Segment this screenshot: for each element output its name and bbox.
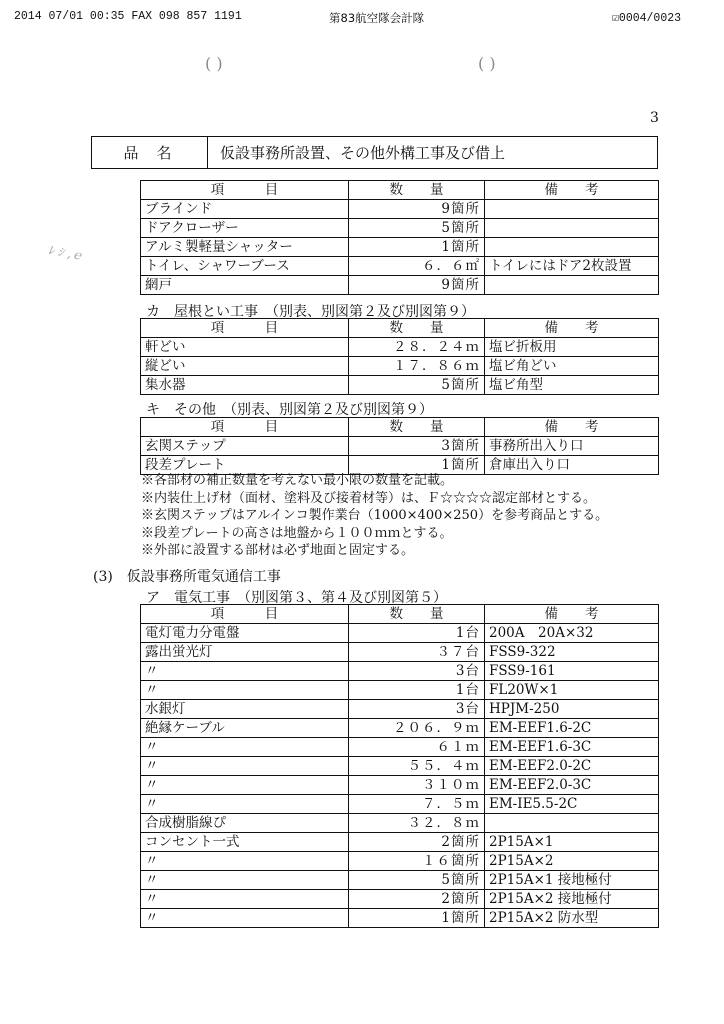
gutter-table [140, 318, 659, 395]
item-cell: 〃 [141, 681, 349, 700]
item-cell: 水銀灯 [141, 700, 349, 719]
remarks-cell: 2P15A×2 接地極付 [485, 890, 659, 909]
column-header: 備 考 [485, 418, 659, 437]
remarks-cell: FSS9-161 [485, 662, 659, 681]
table-row [141, 662, 659, 681]
note-line: ※外部に設置する部材は必ず地面と固定する。 [141, 543, 415, 558]
quantity-cell: １７．８６ｍ [349, 357, 485, 376]
table-row [141, 357, 659, 376]
item-name-box [91, 136, 658, 169]
column-header: 項 目 [141, 181, 349, 200]
remarks-cell: 2P15A×2 防水型 [485, 909, 659, 928]
item-cell: 〃 [141, 795, 349, 814]
remarks-cell: FSS9-322 [485, 643, 659, 662]
quantity-cell: 1箇所 [349, 238, 485, 257]
item-cell: コンセント一式 [141, 833, 349, 852]
remarks-cell [485, 276, 659, 295]
table-row [141, 437, 659, 456]
quantity-cell: 1台 [349, 624, 485, 643]
note-line: ※内装仕上げ材（面材、塗料及び接着材等）は、Ｆ☆☆☆☆認定部材とする。 [141, 490, 597, 506]
remarks-cell: トイレにはドア2枚設置 [485, 257, 659, 276]
quantity-cell: ５５．４ｍ [349, 757, 485, 776]
column-header: 備 考 [485, 605, 659, 624]
quantity-cell: 9箇所 [349, 276, 485, 295]
column-header: 数 量 [349, 181, 485, 200]
remarks-cell: 倉庫出入り口 [485, 456, 659, 475]
item-cell: 電灯電力分電盤 [141, 624, 349, 643]
quantity-cell: 3箇所 [349, 437, 485, 456]
column-header: 数 量 [349, 319, 485, 338]
item-cell: 縦どい [141, 357, 349, 376]
remarks-cell [485, 238, 659, 257]
column-header: 備 考 [485, 181, 659, 200]
column-header: 数 量 [349, 418, 485, 437]
item-cell: 玄関ステップ [141, 437, 349, 456]
item-cell: ブラインド [141, 200, 349, 219]
handwritten-note: ﾚ ｼ ,ｅ [46, 243, 85, 263]
column-header: 数 量 [349, 605, 485, 624]
quantity-cell: 2箇所 [349, 890, 485, 909]
table-row [141, 643, 659, 662]
section-heading-ki: キ その他 （別表、別図第２及び別図第９） [146, 402, 433, 418]
table-row [141, 757, 659, 776]
item-cell: 〃 [141, 852, 349, 871]
punch-mark: ( ) [205, 54, 223, 73]
item-cell: 〃 [141, 662, 349, 681]
note-line: ※玄関ステップはアルインコ製作業台（1000×400×250）を参考商品とする。 [141, 508, 609, 523]
quantity-cell: 3台 [349, 662, 485, 681]
remarks-cell: 塩ビ角どい [485, 357, 659, 376]
table-row [141, 890, 659, 909]
section-heading-ka: カ 屋根とい工事 （別表、別図第２及び別図第９） [146, 304, 475, 320]
table-row [141, 871, 659, 890]
quantity-cell: ２０６．９ｍ [349, 719, 485, 738]
table-row [141, 700, 659, 719]
remarks-cell: 塩ビ角型 [485, 376, 659, 395]
column-header: 項 目 [141, 418, 349, 437]
quantity-cell: ３１０ｍ [349, 776, 485, 795]
table-header-row [141, 418, 659, 437]
quantity-cell: ２８．２４ｍ [349, 338, 485, 357]
item-cell: トイレ、シャワーブース [141, 257, 349, 276]
item-cell: 合成樹脂線ぴ [141, 814, 349, 833]
fax-header-center: 第83航空隊会計隊 [329, 11, 425, 25]
quantity-cell: 1箇所 [349, 456, 485, 475]
table-row [141, 909, 659, 928]
item-cell: 軒どい [141, 338, 349, 357]
item-cell: 露出蛍光灯 [141, 643, 349, 662]
quantity-cell: 2箇所 [349, 833, 485, 852]
column-header: 備 考 [485, 319, 659, 338]
table-row [141, 338, 659, 357]
quantity-cell: ７．５ｍ [349, 795, 485, 814]
misc-table [140, 417, 659, 475]
quantity-cell: 1台 [349, 681, 485, 700]
remarks-cell: 事務所出入り口 [485, 437, 659, 456]
fixtures-table [140, 180, 659, 295]
electrical-table [140, 604, 659, 928]
quantity-cell: １６箇所 [349, 852, 485, 871]
remarks-cell: 200A 20A×32 [485, 624, 659, 643]
table-row [141, 624, 659, 643]
table-row [141, 238, 659, 257]
remarks-cell [485, 814, 659, 833]
quantity-cell: 3台 [349, 700, 485, 719]
column-header: 項 目 [141, 605, 349, 624]
item-cell: 〃 [141, 909, 349, 928]
table-row [141, 833, 659, 852]
table-header-row [141, 181, 659, 200]
punch-mark: ( ) [478, 54, 496, 73]
item-cell: 〃 [141, 757, 349, 776]
remarks-cell: EM-EEF1.6-3C [485, 738, 659, 757]
remarks-cell [485, 219, 659, 238]
quantity-cell: ６１ｍ [349, 738, 485, 757]
section-heading-3: (3) 仮設事務所電気通信工事 [93, 569, 281, 585]
quantity-cell: 5箇所 [349, 376, 485, 395]
remarks-cell: 2P15A×1 接地極付 [485, 871, 659, 890]
notes-block [141, 472, 608, 560]
table-row [141, 776, 659, 795]
note-line: ※段差プレートの高さは地盤から１００ｍｍとする。 [141, 525, 453, 541]
remarks-cell: EM-IE5.5-2C [485, 795, 659, 814]
item-cell: ドアクローザー [141, 219, 349, 238]
item-cell: 絶縁ケーブル [141, 719, 349, 738]
item-name-value: 仮設事務所設置、その他外構工事及び借上 [220, 144, 506, 162]
remarks-cell: 2P15A×1 [485, 833, 659, 852]
remarks-cell: FL20W×1 [485, 681, 659, 700]
quantity-cell: 5箇所 [349, 871, 485, 890]
item-cell: 〃 [141, 871, 349, 890]
table-row [141, 738, 659, 757]
quantity-cell: ６．６㎡ [349, 257, 485, 276]
quantity-cell: 9箇所 [349, 200, 485, 219]
table-row [141, 852, 659, 871]
quantity-cell: ３７台 [349, 643, 485, 662]
item-name-label: 品名 [92, 137, 208, 168]
fax-header-right: ☑0004/0023 [612, 12, 682, 25]
remarks-cell: EM-EEF2.0-3C [485, 776, 659, 795]
item-cell: 〃 [141, 890, 349, 909]
page-number: 3 [650, 110, 659, 126]
quantity-cell: ３２．８ｍ [349, 814, 485, 833]
column-header: 項 目 [141, 319, 349, 338]
quantity-cell: 5箇所 [349, 219, 485, 238]
table-row [141, 200, 659, 219]
item-cell: 〃 [141, 776, 349, 795]
table-header-row [141, 605, 659, 624]
item-cell: アルミ製軽量シャッター [141, 238, 349, 257]
table-row [141, 376, 659, 395]
table-row [141, 219, 659, 238]
quantity-cell: 1箇所 [349, 909, 485, 928]
table-row [141, 814, 659, 833]
table-row [141, 795, 659, 814]
item-cell: 集水器 [141, 376, 349, 395]
remarks-cell: EM-EEF1.6-2C [485, 719, 659, 738]
table-row [141, 681, 659, 700]
table-header-row [141, 319, 659, 338]
remarks-cell: EM-EEF2.0-2C [485, 757, 659, 776]
remarks-cell: 塩ビ折板用 [485, 338, 659, 357]
item-cell: 網戸 [141, 276, 349, 295]
remarks-cell: HPJM-250 [485, 700, 659, 719]
section-heading-a: ア 電気工事 （別図第３、第４及び別図第５） [146, 590, 447, 606]
remarks-cell: 2P15A×2 [485, 852, 659, 871]
note-line: ※各部材の補正数量を考えない最小限の数量を記載。 [141, 473, 454, 488]
table-row [141, 257, 659, 276]
table-row [141, 719, 659, 738]
remarks-cell [485, 200, 659, 219]
item-cell: 段差プレート [141, 456, 349, 475]
fax-header-left: 2014 07/01 00:35 FAX 098 857 1191 [14, 10, 242, 23]
item-cell: 〃 [141, 738, 349, 757]
table-row [141, 276, 659, 295]
